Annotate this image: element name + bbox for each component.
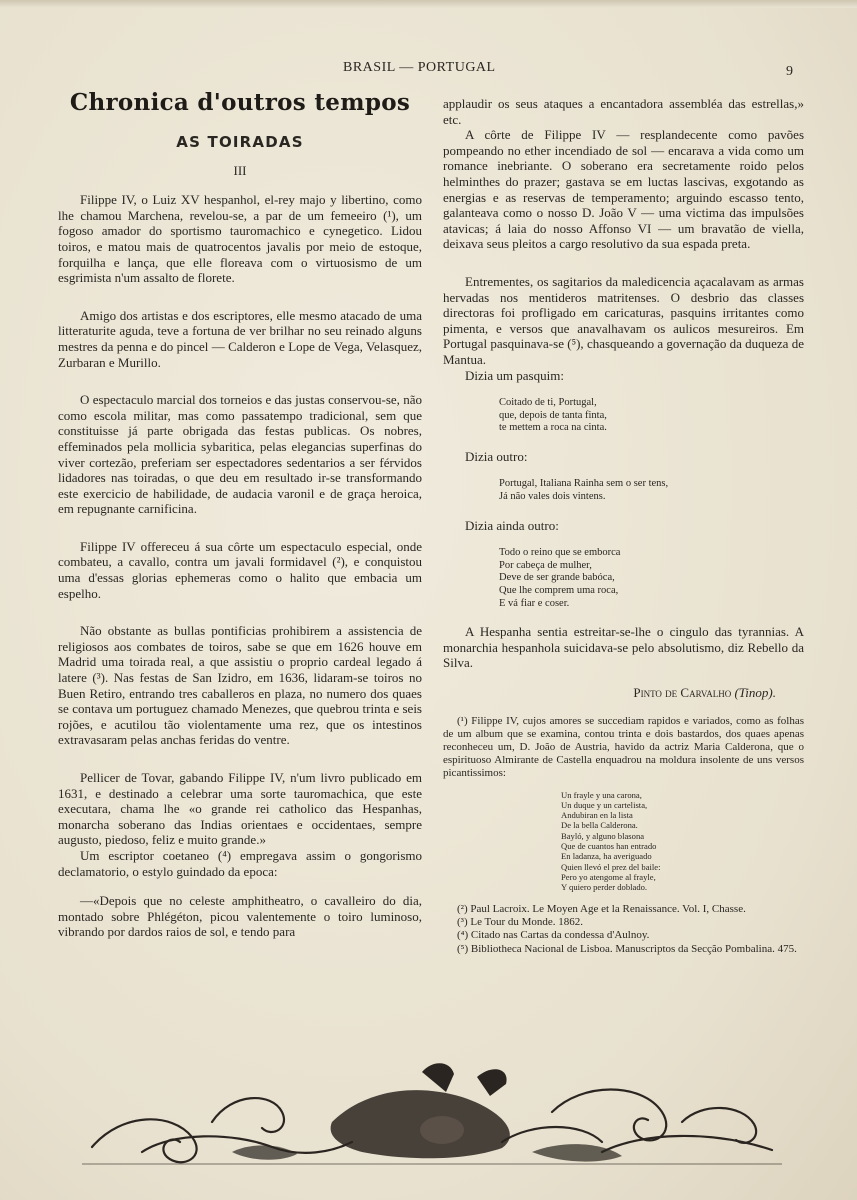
paragraph: applaudir os seus ataques a encantadora assembléa das estrellas,» etc. (443, 96, 804, 127)
paragraph: Entrementes, os sagitarios da maledicencia açacalavam as armas hervadas nos mentideros matritenses. O desbrio das classes directoras foi profligado em caricaturas, pasquins irritantes como pimenta, e versos que anavalhavam os aulicos mesureiros. Em Portugal pasquinava-se (⁵), chasqueando a governação da duqueza de Mantua. (443, 273, 804, 367)
footnote-verse (561, 790, 804, 893)
footnote-5: (⁵) Bibliotheca Nacional de Lisboa. Manuscriptos da Secção Pombalina. 475. (457, 942, 797, 955)
footnote-list (443, 903, 804, 957)
verse-line: Que de cuantos han entrado (561, 841, 657, 852)
verse-line: Deve de ser grande babóca, (499, 572, 615, 584)
pasquim-verse-2 (499, 478, 804, 503)
verse-intro: Dizia um pasquim: (465, 367, 564, 383)
running-head: BRASIL — PORTUGAL (343, 60, 496, 75)
top-edge (0, 0, 857, 8)
pasquim-verse-3 (499, 547, 804, 610)
verse-line: Por cabeça de mulher, (499, 559, 592, 571)
verse-line: te mettem a roca na cinta. (499, 422, 607, 434)
verse-line: Un frayle y una carona, (561, 789, 642, 800)
article-title: Chronica d'outros tempos (69, 89, 411, 116)
paragraph: Amigo dos artistas e dos escriptores, elle mesmo atacado de uma litteraturite aguda, teve a fortuna de ver brilhar no seu reinado alguns mestres da penna e do pincel — Calderon e Lope de Vega, Velasquez, Zurbaran e Murillo. (58, 307, 422, 370)
article-subtitle: AS TOIRADAS (176, 133, 304, 151)
verse-line: En ladanza, ha averiguado (561, 851, 652, 862)
footnote-2: (²) Paul Lacroix. Le Moyen Age et la Renaissance. Vol. I, Chasse. (457, 902, 746, 915)
verse-line: Coitado de ti, Portugal, (499, 397, 597, 409)
verse-line: que, depois de tanta finta, (499, 409, 607, 421)
author-name: Pinto de Carvalho (633, 685, 732, 700)
verse-line: E vá fiar e coser. (499, 597, 570, 609)
page-number: 9 (786, 64, 793, 79)
author-pseudonym: (Tinop). (734, 685, 776, 700)
verse-line: Un duque y un cartelista, (561, 799, 648, 810)
footnote-3: (³) Le Tour du Monde. 1862. (457, 915, 584, 928)
bull-and-scroll-ornament (82, 1052, 782, 1177)
paragraph: Não obstante as bullas pontificias prohibirem a assistencia de religiosos aos combates de toiros, sabe se que em 1626 houve em Madrid uma toirada real, a que assistiu o proprio cardeal legado á latere (³). Nas festas de San Izidro, em 1636, lidaram-se toiros no Buen Retiro, entrando tres caballeros en plaza, no numero dos quaes se contava um portuguez chamado Menezes, que quebrou trinta e seis rojões, e acutilou tão violentamente uma rez, que os intestinos extravasaram pelas anchas feridas do ventre. (58, 623, 422, 748)
verse-line: Y quiero perder doblado. (561, 882, 648, 893)
verse-line: Já não vales dois vintens. (499, 491, 606, 503)
right-column (443, 96, 804, 956)
verse-line: De la bella Calderona. (561, 820, 638, 831)
verse-line: Que lhe comprem uma roca, (499, 585, 619, 597)
paragraph: A côrte de Filippe IV — resplandecente como pavões pompeando no ether incendiado de sol — encarava a vida como um romance inebriante. O soberano era secretamente roido pelos helminthes do prazer; gastava se em luctas lascivas, exgotando as energias e as reservas de temperamento; arguindo escasso tento, galanteava como o nosso D. João V — uma victima das impulsões atavicas; á laia do nosso Affonso VI — um bravatão de viella, deixava seus pleitos a cargo resolutivo da sua espada preta. (443, 127, 804, 252)
paragraph: O espectaculo marcial dos torneios e das justas conservou-se, não como escola militar, mas como passatempo tradicional, sem que constituisse já parte obrigada das festas publicas. Os nobres, effeminados pela mollicia sybaritica, pelas elegancias superfinas do viver cortezão, preferiam ser espectadores sedentarios a ser férvidos lidadores nas toiradas, o que deu em resultado ir-se transformando este exercicio de habilidade, de audacia varonil e de graça heroica, em repugnante carnificina. (58, 392, 422, 517)
verse-line: Portugal, Italiana Rainha sem o ser tens, (499, 478, 669, 490)
section-number: III (233, 162, 247, 178)
paragraph: Filippe IV, o Luiz XV hespanhol, el-rey majo y libertino, como lhe chamou Marchena, revelou-se, a par de um femeeiro (¹), um fogoso amador do sportismo tauromachico e cynegetico. Lidou toiros, e matou mais de quatrocentos javalis por meio de estoque, forquilha e lança, que elle floreava com o virtuosismo de um esgrimista n'um assalto de florete. (58, 192, 422, 286)
pasquim-verse-1 (499, 397, 804, 435)
verse-line: Pero yo atengome al frayle, (561, 871, 656, 882)
paragraph: A Hespanha sentia estreitar-se-lhe o cingulo das tyrannias. A monarchia hespanhola suicidava-se pelo absolutismo, diz Rebello da Silva. (443, 624, 804, 671)
paragraph: —«Depois que no celeste amphitheatro, o cavalleiro do dia, montado sobre Phlégéton, picou valentemente o toiro luminoso, vibrando por dardos raios de sol, e tendo para (58, 893, 422, 940)
verse-line: Bayló, y alguno blasona (561, 830, 645, 841)
paragraph: Filippe IV offereceu á sua côrte um espectaculo especial, onde combateu, a cavallo, contra um javali formidavel (²), e conquistou uma d'essas glorias ephemeras como o halito que embacia um espelho. (58, 538, 422, 601)
verse-line: Quien llevó el prez del baile: (561, 861, 661, 872)
verse-line: Andubiran en la lista (561, 810, 633, 821)
signature (443, 685, 776, 701)
paragraph: Um escriptor coetaneo (⁴) empregava assim o gongorismo declamatorio, o estylo guindado da epoca: (58, 847, 422, 879)
footnote-4: (⁴) Citado nas Cartas da condessa d'Aulnoy. (457, 929, 650, 942)
footnote-1: (¹) Filippe IV, cujos amores se succediam rapidos e variados, como as folhas de um album que se examina, contou trinta e dois bastardos, dos quaes apenas reconheceu um, D. João de Austria, havido da actriz Maria Calderona, que o espirituoso Almirante de Castella enquadrou na moldura insolente de uns versos picantissimos: (443, 714, 804, 779)
left-column (58, 86, 422, 940)
paragraph: Pellicer de Tovar, gabando Filippe IV, n'um livro publicado em 1631, e destinado a celebrar uma sorte tauromachica, que este executara, chama lhe «o grande rei catholico das Hespanhas, monarcha soberano das Indias orientaes e occidentaes, sempre augusto, piedoso, feliz e muito grande.» (58, 770, 422, 848)
verse-intro: Dizia ainda outro: (465, 517, 559, 533)
verse-intro: Dizia outro: (465, 448, 528, 464)
verse-line: Todo o reino que se emborca (499, 547, 621, 559)
